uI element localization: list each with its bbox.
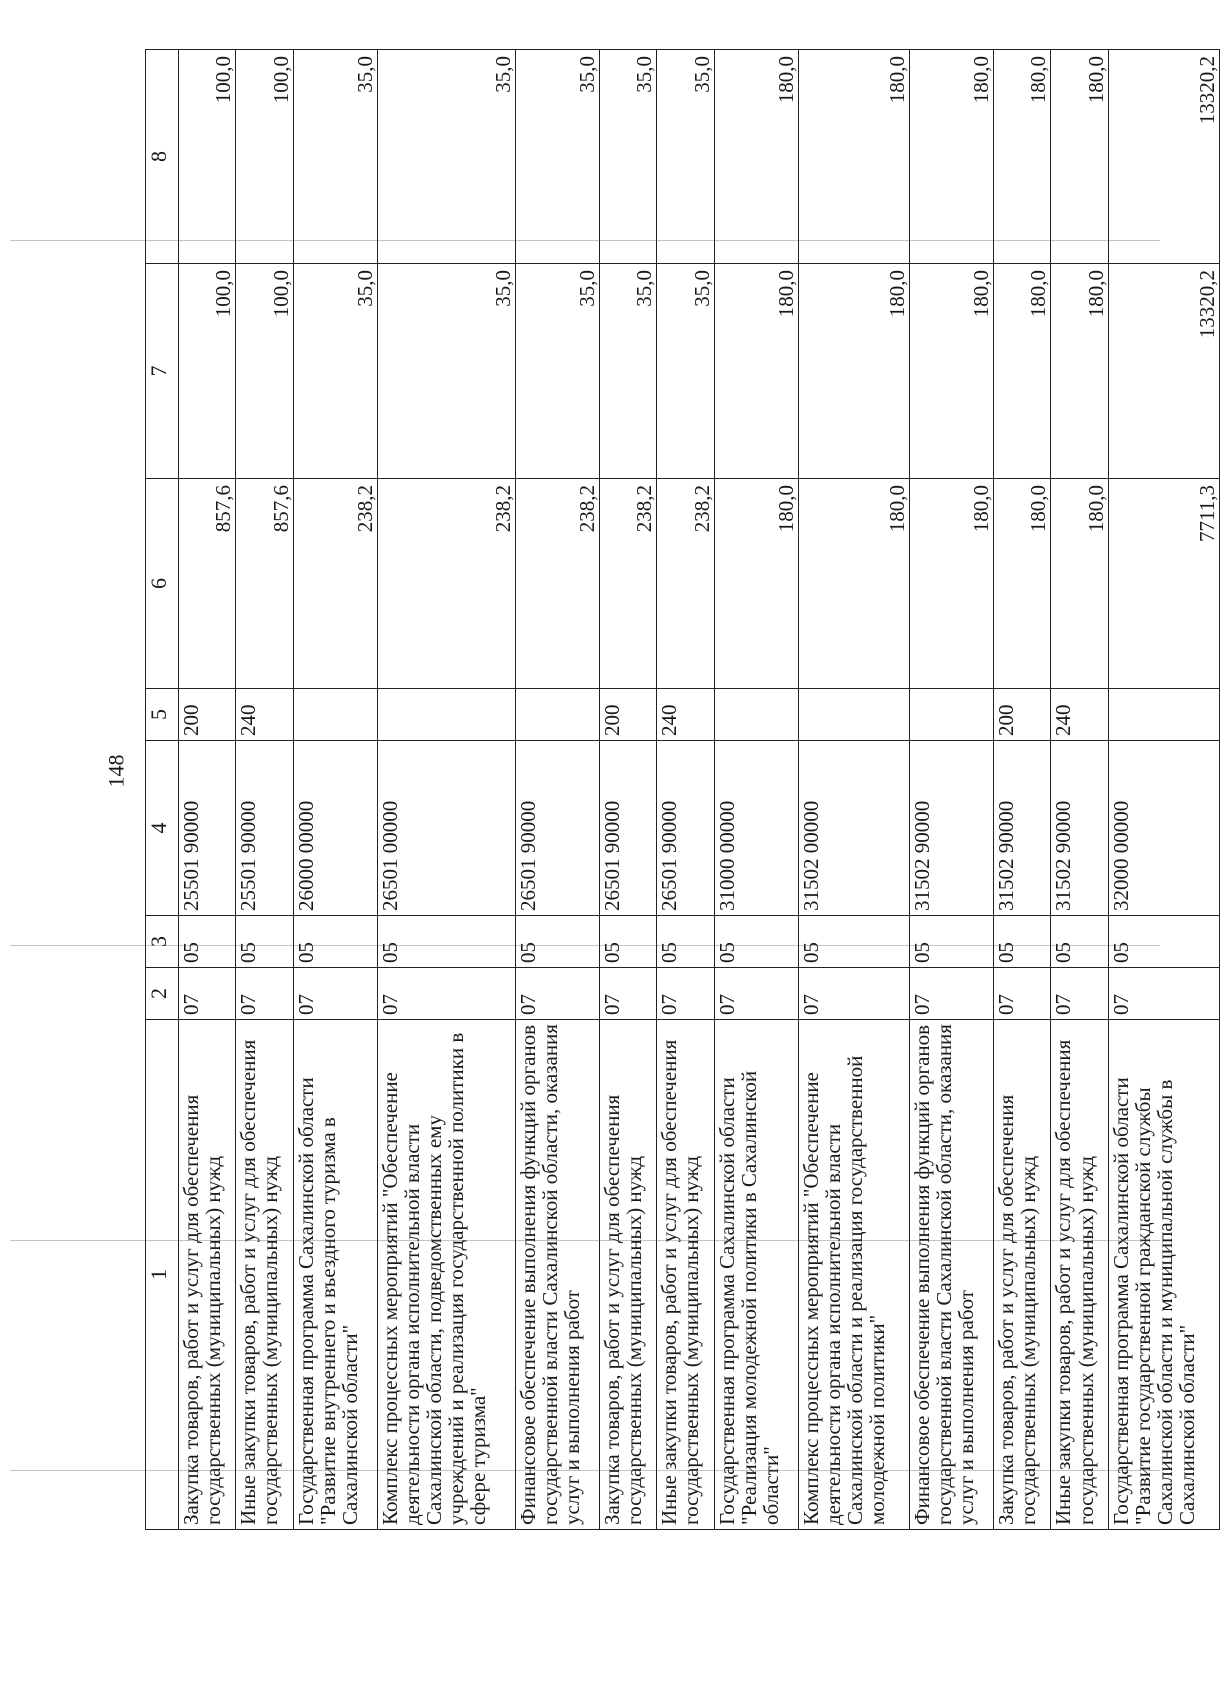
scan-noise-line [10,1470,1160,1471]
row-section: 07 [179,968,236,1020]
row-name: Комплекс процессных мероприятий "Обеспечение деятельности органа исполнительной власти Сахалинской области и реализация государственной молодежной политики" [798,1020,909,1530]
header-col-1: 1 [146,1020,179,1530]
row-subsection: 05 [600,916,657,968]
row-target-code: 26501 90000 [657,741,714,916]
row-target-code: 31502 90000 [1051,741,1108,916]
row-value-col6: 180,0 [994,479,1051,689]
table-row [293,50,377,1530]
row-value-col6: 180,0 [798,479,909,689]
row-value-col7: 35,0 [657,264,714,479]
row-value-col8: 35,0 [600,50,657,264]
table-row [798,50,909,1530]
row-value-col8: 180,0 [994,50,1051,264]
row-value-col6: 857,6 [236,479,293,689]
row-value-col6: 238,2 [377,479,515,689]
row-section: 07 [798,968,909,1020]
row-expense-type [909,689,993,741]
row-value-col7: 180,0 [1051,264,1108,479]
table-row [714,50,798,1530]
table-row [909,50,993,1530]
table-row [236,50,293,1530]
row-value-col8: 180,0 [909,50,993,264]
row-subsection: 05 [909,916,993,968]
row-target-code: 26501 90000 [600,741,657,916]
row-value-col7: 35,0 [293,264,377,479]
row-name: Закупка товаров, работ и услуг для обеспечения государственных (муниципальных) нужд [994,1020,1051,1530]
row-subsection: 05 [377,916,515,968]
row-expense-type: 240 [657,689,714,741]
row-name: Закупка товаров, работ и услуг для обеспечения государственных (муниципальных) нужд [179,1020,236,1530]
scan-noise-line [10,1240,1160,1241]
header-col-3: 3 [146,916,179,968]
row-value-col7: 180,0 [714,264,798,479]
row-section: 07 [600,968,657,1020]
row-section: 07 [994,968,1051,1020]
scan-noise-line [10,240,1160,241]
row-subsection: 05 [798,916,909,968]
row-value-col8: 100,0 [236,50,293,264]
row-name: Финансовое обеспечение выполнения функций органов государственной власти Сахалинской области, оказания услуг и выполнения работ [909,1020,993,1530]
row-section: 07 [909,968,993,1020]
row-subsection: 05 [179,916,236,968]
table-row [600,50,657,1530]
header-col-5: 5 [146,689,179,741]
row-value-col6: 180,0 [909,479,993,689]
row-section: 07 [236,968,293,1020]
row-name: Государственная программа Сахалинской области "Развитие внутреннего и въездного туризма в Сахалинской области" [293,1020,377,1530]
row-value-col8: 35,0 [515,50,599,264]
page-number: 148 [103,754,129,788]
row-value-col8: 35,0 [293,50,377,264]
row-expense-type: 240 [236,689,293,741]
row-section: 07 [657,968,714,1020]
row-value-col8: 180,0 [798,50,909,264]
table-row [657,50,714,1530]
row-target-code: 25501 90000 [179,741,236,916]
row-expense-type [798,689,909,741]
row-expense-type: 200 [179,689,236,741]
row-value-col8: 35,0 [377,50,515,264]
row-value-col7: 100,0 [179,264,236,479]
row-value-col7: 100,0 [236,264,293,479]
table-row [994,50,1051,1530]
row-value-col8: 100,0 [179,50,236,264]
row-value-col6: 238,2 [293,479,377,689]
row-subsection: 05 [994,916,1051,968]
row-target-code: 25501 90000 [236,741,293,916]
row-section: 07 [293,968,377,1020]
row-target-code: 31502 90000 [909,741,993,916]
table-row [1108,50,1219,1530]
table-row [377,50,515,1530]
row-value-col6: 180,0 [1051,479,1108,689]
row-name: Иные закупки товаров, работ и услуг для обеспечения государственных (муниципальных) нужд [1051,1020,1108,1530]
row-expense-type [1108,689,1219,741]
table-row [179,50,236,1530]
row-expense-type: 200 [994,689,1051,741]
row-value-col8: 180,0 [714,50,798,264]
row-value-col8: 13320,2 [1108,50,1219,264]
header-row [146,50,179,1530]
row-value-col7: 13320,2 [1108,264,1219,479]
scan-noise-line [10,945,1160,946]
table-row [515,50,599,1530]
row-section: 07 [515,968,599,1020]
row-value-col6: 238,2 [600,479,657,689]
row-name: Государственная программа Сахалинской области "Развитие государственной гражданской службы Сахалинской области и муниципальной службы в Сахалинской области" [1108,1020,1219,1530]
budget-table [145,49,1220,1530]
row-expense-type [293,689,377,741]
row-subsection: 05 [657,916,714,968]
row-target-code: 26000 00000 [293,741,377,916]
row-subsection: 05 [1051,916,1108,968]
row-section: 07 [377,968,515,1020]
row-name: Государственная программа Сахалинской области "Реализация молодежной политики в Сахалинской области" [714,1020,798,1530]
row-name: Комплекс процессных мероприятий "Обеспечение деятельности органа исполнительной власти Сахалинской области, подведомственных ему учреждений и реализация государственной политики в сфере туризма" [377,1020,515,1530]
row-target-code: 26501 00000 [377,741,515,916]
row-section: 07 [1108,968,1219,1020]
row-target-code: 26501 90000 [515,741,599,916]
row-subsection: 05 [236,916,293,968]
row-value-col8: 35,0 [657,50,714,264]
row-target-code: 31502 00000 [798,741,909,916]
row-section: 07 [1051,968,1108,1020]
row-expense-type [377,689,515,741]
budget-table-wrapper [145,50,1220,1530]
row-value-col7: 180,0 [909,264,993,479]
row-value-col8: 180,0 [1051,50,1108,264]
row-section: 07 [714,968,798,1020]
row-expense-type: 240 [1051,689,1108,741]
row-subsection: 05 [714,916,798,968]
row-value-col7: 35,0 [515,264,599,479]
header-col-4: 4 [146,741,179,916]
row-value-col7: 180,0 [994,264,1051,479]
table-row [1051,50,1108,1530]
row-value-col6: 180,0 [714,479,798,689]
row-expense-type [714,689,798,741]
row-value-col6: 857,6 [179,479,236,689]
row-value-col7: 35,0 [377,264,515,479]
header-col-6: 6 [146,479,179,689]
row-expense-type [515,689,599,741]
row-name: Закупка товаров, работ и услуг для обеспечения государственных (муниципальных) нужд [600,1020,657,1530]
row-expense-type: 200 [600,689,657,741]
row-target-code: 31502 90000 [994,741,1051,916]
row-subsection: 05 [1108,916,1219,968]
row-name: Иные закупки товаров, работ и услуг для обеспечения государственных (муниципальных) нужд [657,1020,714,1530]
row-value-col7: 35,0 [600,264,657,479]
row-target-code: 32000 00000 [1108,741,1219,916]
row-value-col6: 7711,3 [1108,479,1219,689]
row-name: Иные закупки товаров, работ и услуг для обеспечения государственных (муниципальных) нужд [236,1020,293,1530]
header-col-7: 7 [146,264,179,479]
row-subsection: 05 [515,916,599,968]
row-value-col6: 238,2 [657,479,714,689]
row-name: Финансовое обеспечение выполнения функций органов государственной власти Сахалинской области, оказания услуг и выполнения работ [515,1020,599,1530]
header-col-8: 8 [146,50,179,264]
row-value-col7: 180,0 [798,264,909,479]
header-col-2: 2 [146,968,179,1020]
row-target-code: 31000 00000 [714,741,798,916]
row-value-col6: 238,2 [515,479,599,689]
row-subsection: 05 [293,916,377,968]
